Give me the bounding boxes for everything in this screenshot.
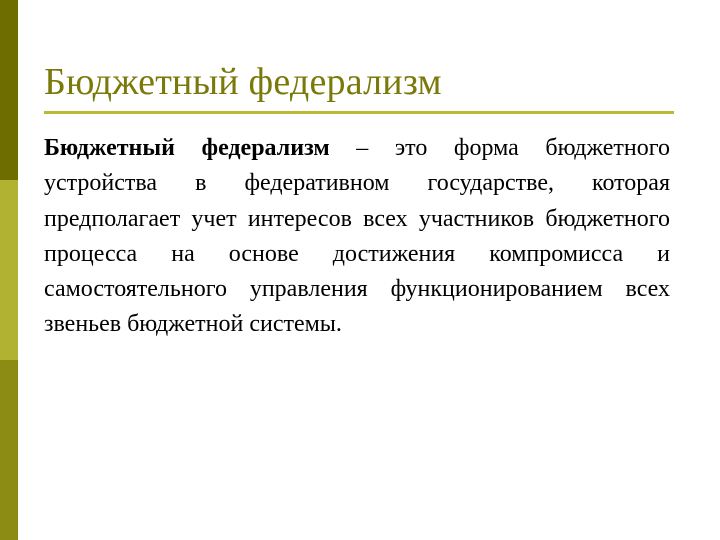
title-underline: [44, 111, 674, 114]
stripe-segment-middle: [0, 180, 18, 360]
slide-title: Бюджетный федерализм: [44, 61, 442, 103]
defined-term: Бюджетный федерализм: [44, 135, 330, 161]
stripe-segment-top: [0, 0, 18, 180]
definition-paragraph: [44, 131, 670, 343]
side-decor-stripe: [0, 0, 18, 540]
stripe-segment-bottom: [0, 360, 18, 540]
definition-text: – это форма бюджетного устройства в федеративном государстве, которая предполагает учет интересов всех участников бюджетного процесса на основе достижения компромисса и самостоятельного управления функционированием всех звеньев бюджетной системы.: [44, 135, 670, 338]
